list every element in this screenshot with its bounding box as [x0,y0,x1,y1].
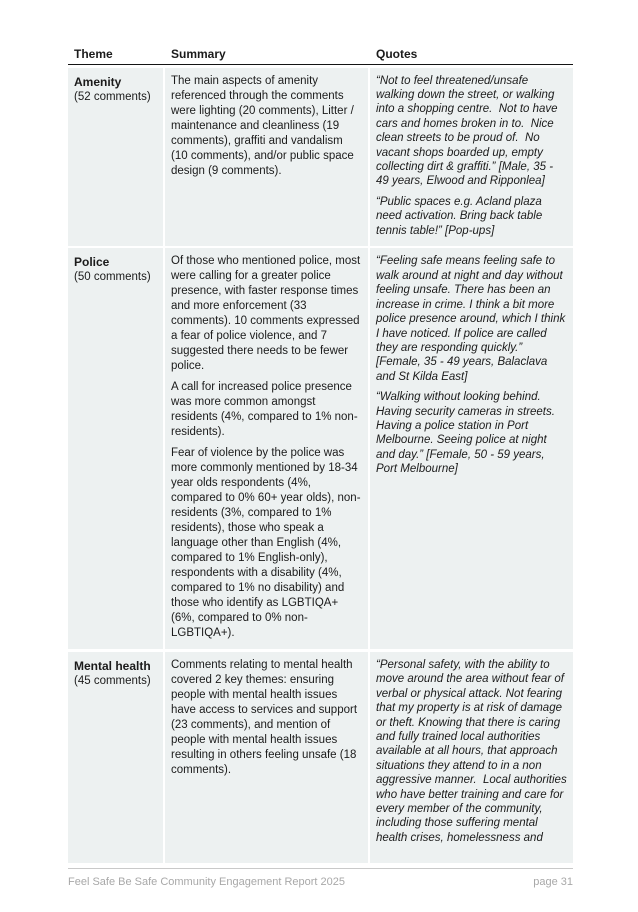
theme-cell [68,652,163,863]
summary-paragraph: The main aspects of amenity referenced through the comments were lighting (20 comments), Litter / maintenance and cleanliness (19 comments), graffiti and vandalism (10 comments), and/or public space design (9 comments). [171,74,358,177]
quotes-cell [370,68,573,246]
quote-paragraph: “Walking without looking behind. Having security cameras in streets. Having a police station in Port Melbourne. Seeing police at night and day.” [Female, 50 - 59 years, Port Melbourne] [376,391,559,476]
quote-paragraph: “Feeling safe means feeling safe to walk around at night and day without feeling unsafe. There has been an increase in crime. I think a bit more police presence around, which I think I have noticed. If police are called they are responding quickly.” [Female, 35 - 49 years, Balaclava and St Kilda East] [376,255,569,383]
column-header-theme: Theme [74,47,113,61]
quote-paragraph: “Not to feel threatened/unsafe walking down the street, or walking into a shopping centre. Not to have cars and homes broken in to. Nice clean streets to be proud of. No vacant shops boarded up, empty collecting dirt & graffiti.” [Male, 35 - 49 years, Elwood and Ripponlea] [376,74,561,188]
quotes-cell [370,652,573,863]
summary-cell [165,68,368,246]
quotes-cell [370,248,573,649]
summary-cell [165,248,368,649]
theme-comment-count: (45 comments) [74,674,151,687]
summary-cell [165,652,368,863]
summary-paragraph: A call for increased police presence was more common amongst residents (4%, compared to 1% non-residents). [171,381,358,439]
quote-paragraph: “Personal safety, with the ability to move around the area without fear of verbal or physical attack. Not fearing that my property is at risk of damage or theft. Knowing that there is caring and fully trained local authorities available at all hours, that approach situations they attend to in a non aggressive manner. Local authorities who have better training and care for every member of the community, including those suffering mental health crises, homelessness and [376,658,570,844]
page-footer [68,868,573,889]
theme-comment-count: (52 comments) [74,90,151,103]
summary-paragraph: Fear of violence by the police was more commonly mentioned by 18-34 year olds respondents (4%, compared to 0% 60+ year olds), non-residents (3%, compared to 1% residents), those who speak a language other than English (4%, compared to 1% English-only), respondents with a disability (4%, compared to 1% no disability) and those who identify as LGBTIQA+ (6%, compared to 0% non-LGBTIQA+). [171,447,361,640]
column-header-summary: Summary [171,47,226,61]
table-header-row [68,46,573,65]
quote-paragraph: “Public spaces e.g. Acland plaza need activation. Bring back table tennis table!” [Pop-ups] [376,195,546,237]
theme-comment-count: (50 comments) [74,271,151,284]
theme-name: Amenity [74,74,122,89]
themes-table [68,46,573,863]
theme-cell [68,68,163,246]
theme-name: Police [74,255,110,270]
table-row-amenity [68,68,573,246]
theme-cell [68,248,163,649]
table-row-police [68,248,573,649]
summary-paragraph: Comments relating to mental health covered 2 key themes: ensuring people with mental health issues have access to services and support (23 comments), and mention of people with mental health issues resulting in others feeling unsafe (18 comments). [171,658,361,776]
footer-report-title: Feel Safe Be Safe Community Engagement Report 2025 [68,876,345,888]
footer-page-number: page 31 [533,876,573,888]
column-header-quotes: Quotes [376,47,418,61]
theme-name: Mental health [74,658,151,673]
table-row-mental-health [68,652,573,863]
summary-paragraph: Of those who mentioned police, most were calling for a greater police presence, with faster response times and more enforcement (33 comments). 10 comments expressed a fear of police violence, and 7 suggested there needs to be fewer police. [171,255,364,373]
